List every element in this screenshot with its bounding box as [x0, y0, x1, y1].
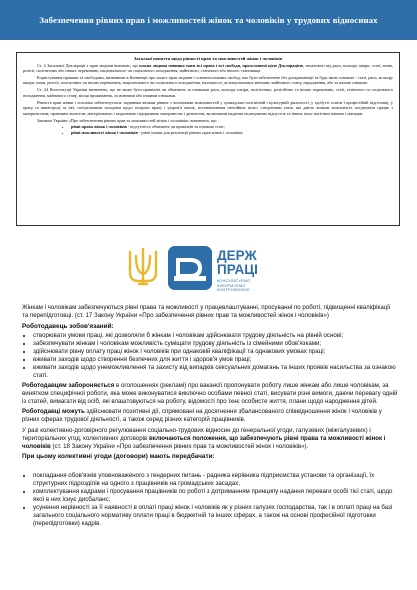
legal-paragraph: Ст. 24 Конституції України визначено, що не може бути привілеїв чи обмежень за ознаками раси, кольору шкіри, політичних, релігійних та інших переконань, статі, етнічного та соціального походження, майнового стану, місця проживання, за мовними або іншими ознаками.: [23, 87, 393, 98]
trident-icon: [126, 248, 160, 288]
list-item: • покладання обов'язків уповноваженого з гендерних питань - радника керівника підприємства установи та організації, їх структурних підрозділів на одного з працівників на громадських засадах;: [33, 472, 398, 488]
brand-tagline-line: КОНСУЛЬТУЄМО: [217, 279, 251, 283]
emphasis-text: Роботодавцям забороняється: [22, 381, 115, 389]
text: , незалежно від раси, кольору шкіри, статі, мови, релігії, політичних або інших переконань, національного чи соціального походження, майнового, станового або іншого становища.: [23, 62, 393, 73]
definition-term: рівні права жінок і чоловіків: [71, 124, 127, 130]
agreement-provisions-heading: При цьому колективні угоди (договори) мають передбачати:: [22, 453, 215, 460]
text: У разі колективно-договірного регулювання соціально-трудових відносин до генеральної угоди, галузевих (міжгалузевих) і територіальних угод, колективних договорів: [22, 426, 371, 442]
list-item: • вживати заходів щодо створення безпечних для життя і здоров'я умов праці;: [33, 356, 398, 364]
collective-agreements-paragraph: [22, 427, 398, 451]
brand-row: [0, 236, 417, 298]
legal-definitions-box: [16, 52, 400, 226]
employer-duties-heading: Роботодавець зобов'язаний:: [22, 322, 114, 330]
agreement-provisions-list: [22, 472, 398, 528]
dersh-pratsi-logo-icon: [168, 246, 212, 290]
list-item: • комплектування кадрами і просування працівників по роботі з дотриманням принципу надання переваги особі тієї статі, щодо якої в них існує дисбаланс;: [33, 488, 398, 504]
emphasis-text: кожна людина повинна мати всі права і всі свободи, проголошені цією Декларацією: [139, 62, 304, 68]
emphasis-text: Роботодавці можуть: [22, 408, 85, 415]
intro-paragraph: Жінкам і чоловікам забезпечуються рівні права та можливості у працевлаштуванні, просуванні по роботі, підвищенні кваліфікації та перепідготовці. (ст. 17 Закону України «Про забезпечення рівних прав та можливостей жінок і чоловіків»): [22, 304, 391, 319]
spacer: [22, 462, 398, 472]
brand-name-line1: ДЕРЖ: [217, 248, 257, 263]
list-item: • усунення нерівності за її наявності в оплаті праці жінок і чоловіків як у різних галузях господарства, так і в оплаті праці на базі загального соціального нормативу оплати праці в бюджетній та інших сферах, а також на основі професійної підготовки (перепідготовки) кадрів.: [33, 504, 398, 528]
employer-duties-list: [22, 332, 398, 380]
positive-actions-paragraph: [22, 408, 398, 424]
list-item: • створювати умови праці, які дозволяли б жінкам і чоловікам здійснювати трудову діяльність на рівній основі;: [33, 332, 398, 340]
definition-term: рівні можливості жінок і чоловіків: [71, 129, 138, 135]
definition-text: - відсутність обмежень чи привілеїв за ознакою статі;: [126, 124, 225, 130]
text: Ст. 2 Загальної Декларації з прав людини визначає, що: [37, 62, 140, 68]
brand-tagline-line: КОНТРОЛЮЄМО: [217, 288, 250, 293]
legal-paragraph: Законом України «Про забезпечення рівних прав та можливостей жінок і чоловіків» визначено, що:: [37, 117, 218, 123]
definition-item: [71, 130, 393, 136]
list-item: • здійснювати рівну оплату праці жінок і чоловіків при однаковій кваліфікації та однакових умовах праці;: [33, 348, 398, 356]
legal-paragraph: Рівність прав жінки і чоловіка забезпечується: наданням жінкам рівних з чоловіками можливостей у громадсько-політичній і культурній діяльності, у здобутті освіти і професійній підготовці, у праці та винагороді за неї; спеціальними заходами щодо охорони праці і здоров'я жінок, встановленням пенсійних пільг; створенням умов, які дають жінкам можливість поєднувати працю з материнством; правовим захистом, матеріальною і моральною підтримкою материнства і дитинства, включаючи надання оплачуваних відпусток та інших пільг вагітним жінкам і матерям.: [23, 99, 393, 116]
main-content: [22, 304, 398, 530]
page-title: Забезпечення рівних прав і можливостей жінок та чоловіків у трудових відносинах: [39, 15, 378, 25]
definition-text: - рівні умови для реалізації рівних прав жінок і чоловіків.: [137, 129, 244, 135]
header-banner: [0, 0, 417, 40]
list-item: • вживати заходів щодо унеможливлення та захисту від випадків сексуальних домагань та інших проявів насильства за ознакою статі.: [33, 364, 398, 380]
list-item: • забезпечувати жінкам і чоловікам можливість суміщати трудову діяльність із сімейними обов'язками;: [33, 340, 398, 348]
legal-paragraph: [23, 63, 393, 74]
legal-paragraph: Користування правами та свободами, визнаними в Конвенції про захист прав людини і основоположних свобод, має бути забезпечене без дискримінації за будь-якою ознакою - статі, раси, кольору шкіри, мови, релігії, політичних чи інших переконань, національного чи соціального походження, належності до національних меншин, майнового стану, народження, або за іншою ознакою.: [23, 74, 393, 86]
brand-name-line2: ПРАЦІ: [217, 262, 258, 277]
brand-tagline: [217, 279, 250, 293]
definition-list: [71, 124, 393, 135]
text: здійснювати позитивні дії, спрямовані на досягнення збалансованого співвідношення жінок і чоловіків у різних сферах трудової діяльності, а також серед різних категорій працівників.: [22, 408, 382, 423]
text: в оголошеннях (рекламі) про вакансії пропонувати роботу лише жінкам або лише чоловікам, за винятком специфічної роботи, яка може виконуватися виключно особами певної статі, висувати різні вимоги, даючи перевагу одній із статей, вимагати від осіб, які влаштовуються на роботу, відомості про їхнє особисте життя, плани щодо народження дітей.: [22, 381, 398, 405]
text: (ст. 18 Закону України «Про забезпечення рівних прав та можливостей жінок і чоловіків»).: [50, 442, 309, 450]
legal-box-heading: Загальні поняття щодо рівності прав та можливостей жінок і чоловіків: [133, 56, 283, 61]
brand-tagline-line: ІНФОРМУЄМО: [217, 283, 246, 288]
emphasis-text: включаються положення, що забезпечують рівні права та можливості жінок і чоловіків: [22, 434, 386, 450]
forbidden-paragraph: [22, 382, 398, 406]
